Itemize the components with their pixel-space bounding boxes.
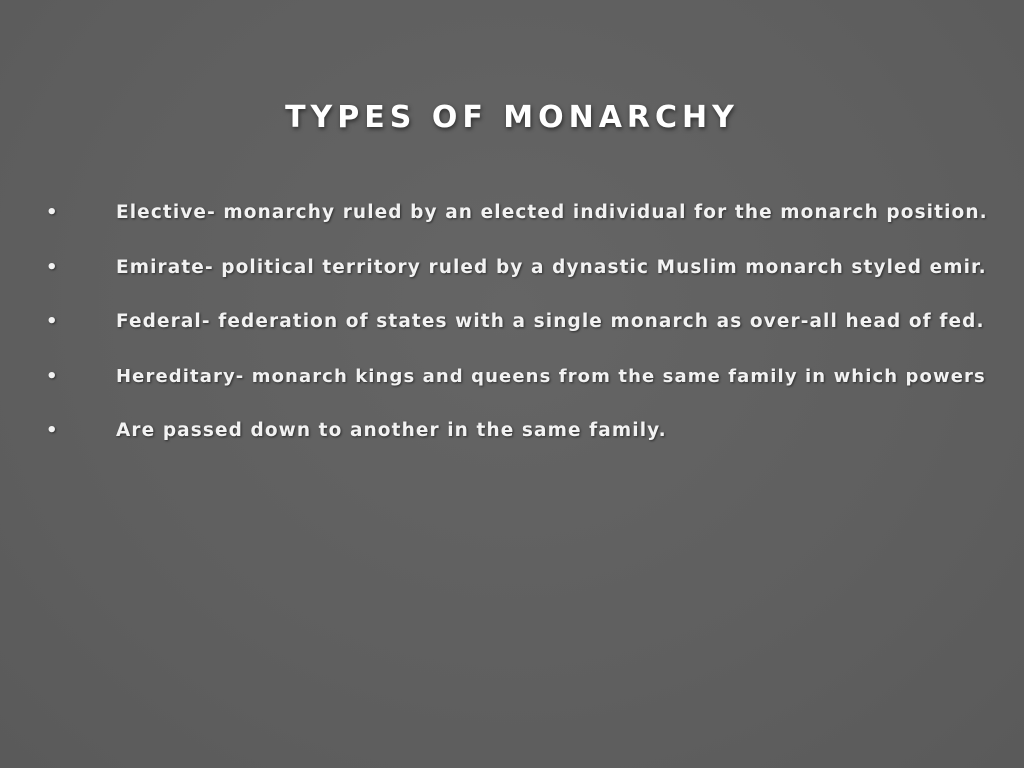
bullet-icon: • [46,311,58,332]
list-item [0,359,1024,414]
list-item [0,304,1024,359]
bullet-icon: • [46,420,58,441]
list-item [0,195,1024,250]
bullet-text: Hereditary- monarch kings and queens from the same family in which powers [116,365,986,387]
bullet-text: Federal- federation of states with a single monarch as over-all head of fed. [116,311,985,332]
bullet-text: Emirate- political territory ruled by a dynastic Muslim monarch styled emir. [116,256,987,278]
bullet-icon: • [46,365,58,387]
bullet-icon: • [46,202,58,223]
bullet-text: Are passed down to another in the same family. [116,420,667,441]
bullet-icon: • [46,256,58,278]
slide-title: TYPES OF MONARCHY [285,100,739,136]
bullet-text: Elective- monarchy ruled by an elected individual for the monarch position. [116,202,988,223]
list-item [0,250,1024,305]
list-item [0,413,1024,468]
bullet-list [0,195,1024,468]
